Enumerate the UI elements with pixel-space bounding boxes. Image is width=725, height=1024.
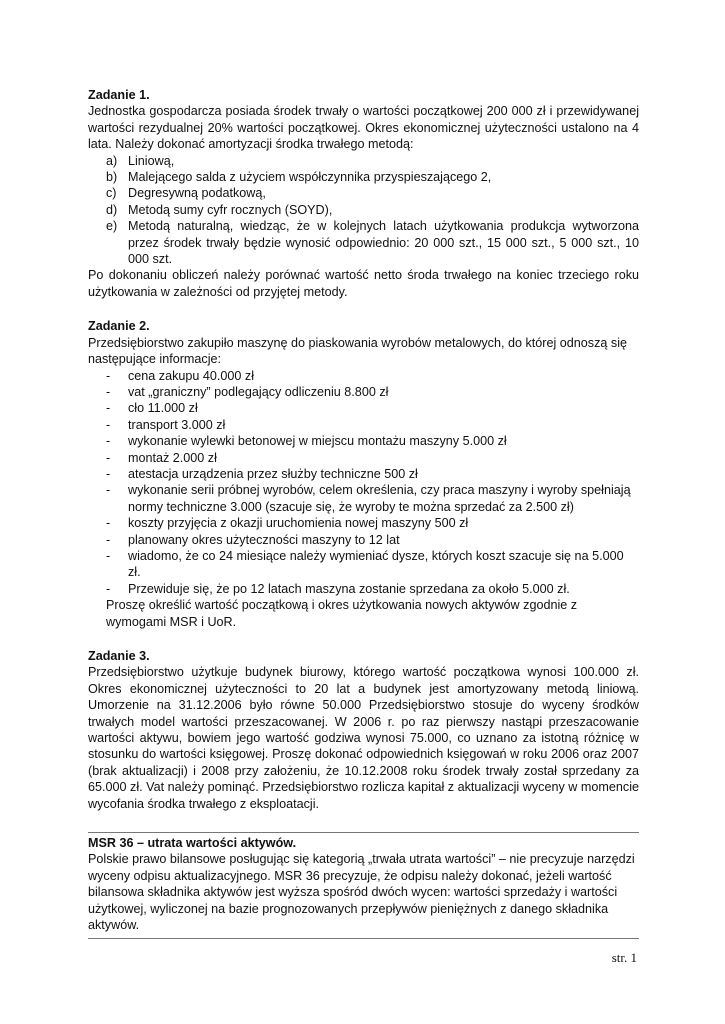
msr36-box [88, 832, 639, 938]
list-item: - montaż 2.000 zł [106, 450, 217, 465]
task-2-outro: Proszę określić wartość początkową i okres użytkowania nowych aktywów zgodnie z wymogami MSR i UoR. [106, 598, 578, 629]
list-item: b) Malejącego salda z użyciem współczynnika przyspieszającego 2, [106, 170, 492, 185]
list-item: - wiadomo, że co 24 miesiące należy wymieniać dysze, których koszt szacuje się na 5.000 zł. [106, 548, 624, 580]
list-item: - wykonanie serii próbnej wyrobów, celem określenia, czy praca maszyny i wyroby spełniają normy techniczne 3.000 (szacuje się, że wyroby te można sprzedać za 2.500 zł) [106, 483, 631, 514]
task-1-intro: Jednostka gospodarcza posiada środek trwały o wartości początkowej 200 000 zł i przewidywanej wartości rezydualnej 20% wartości początkowej. Okres ekonomicznej użyteczności ustalono na 4 lata. Należy dokonać amortyzacji środka trwałego metodą: [88, 104, 639, 152]
list-item: c) Degresywną podatkową, [106, 186, 266, 201]
document-page [88, 87, 639, 939]
task-3 [88, 648, 639, 812]
list-item: a) Liniową, [106, 153, 175, 168]
list-item: - cena zakupu 40.000 zł [106, 368, 255, 383]
list-item: - cło 11.000 zł [106, 401, 198, 416]
page-number: str. 1 [611, 950, 637, 965]
task-2-title: Zadanie 2. [88, 319, 150, 334]
task-2 [88, 318, 639, 630]
task-1-title: Zadanie 1. [88, 88, 150, 102]
task-1-methods-list [88, 153, 639, 268]
list-item: - Przewiduje się, że po 12 latach maszyna zostanie sprzedana za około 5.000 zł. [106, 581, 570, 596]
list-item: - koszty przyjęcia z okazji uruchomienia nowej maszyny 500 zł [106, 516, 469, 531]
task-2-info-list [88, 368, 639, 598]
task-1-outro: Po dokonaniu obliczeń należy porównać wartość netto środa trwałego na koniec trzeciego roku użytkowania w zależności od przyjętej metody. [88, 268, 639, 299]
msr36-title: MSR 36 – utrata wartości aktywów. [88, 836, 297, 851]
list-item: - vat „graniczny” podlegający odliczeniu 8.800 zł [106, 384, 389, 399]
list-item: - atestacja urządzenia przez służby techniczne 500 zł [106, 466, 418, 481]
list-item: d) Metodą sumy cyfr rocznych (SOYD), [106, 202, 333, 217]
list-item: - wykonanie wylewki betonowej w miejscu montażu maszyny 5.000 zł [106, 434, 507, 449]
task-1 [88, 87, 639, 300]
list-item: - planowany okres użyteczności maszyny to 12 lat [106, 532, 400, 547]
task-3-body: Przedsiębiorstwo użytkuje budynek biurowy, którego wartość początkowa wynosi 100.000 zł. Okres ekonomicznej użyteczności to 20 lat a budynek jest amortyzowany metodą liniową. Umorzenie na 31.12.2006 było równe 50.000 Przedsiębiorstwo stosuje do wyceny środków trwałych model wartości przeszacowanej. W 2006 r. po raz pierwszy nastąpi przeszacowanie wartości aktywu, bowiem jego wartość godziwa wynosi 75.000, co uznano za istotną różnicę w stosunku do wartości księgowej. Proszę dokonać odpowiednich księgowań w roku 2006 oraz 2007 (brak aktualizacji) i 2008 przy założeniu, że 10.12.2008 roku środek trwały został sprzedany za 65.000 zł. Vat należy pominąć. Przedsiębiorstwo rozlicza kapitał z aktualizacji wyceny w momencie wycofania środka trwałego z eksploatacji. [88, 665, 639, 811]
list-item: - transport 3.000 zł [106, 417, 226, 432]
task-3-title: Zadanie 3. [88, 649, 150, 663]
task-2-intro: Przedsiębiorstwo zakupiło maszynę do piaskowania wyrobów metalowych, do której odnoszą się następujące informacje: [88, 335, 627, 367]
list-item: e) Metodą naturalną, wiedząc, że w kolejnych latach użytkowania produkcja wytworzona przez środek trwały będzie wynosić odpowiednio: 20 000 szt., 15 000 szt., 5 000 szt., 10 000 szt. [106, 219, 639, 267]
msr36-body: Polskie prawo bilansowe posługując się kategorią „trwała utrata wartości” – nie precyzuje narzędzi wyceny odpisu aktualizacyjnego. MSR 36 precyzuje, że odpisu należy dokonać, jeżeli wartość bilansowa składnika aktywów jest wyższa spośród dwóch wycen: wartości sprzedaży i wartości użytkowej, wyliczonej na bazie prognozowanych przepływów pieniężnych z danego składnika aktywów. [88, 852, 635, 933]
